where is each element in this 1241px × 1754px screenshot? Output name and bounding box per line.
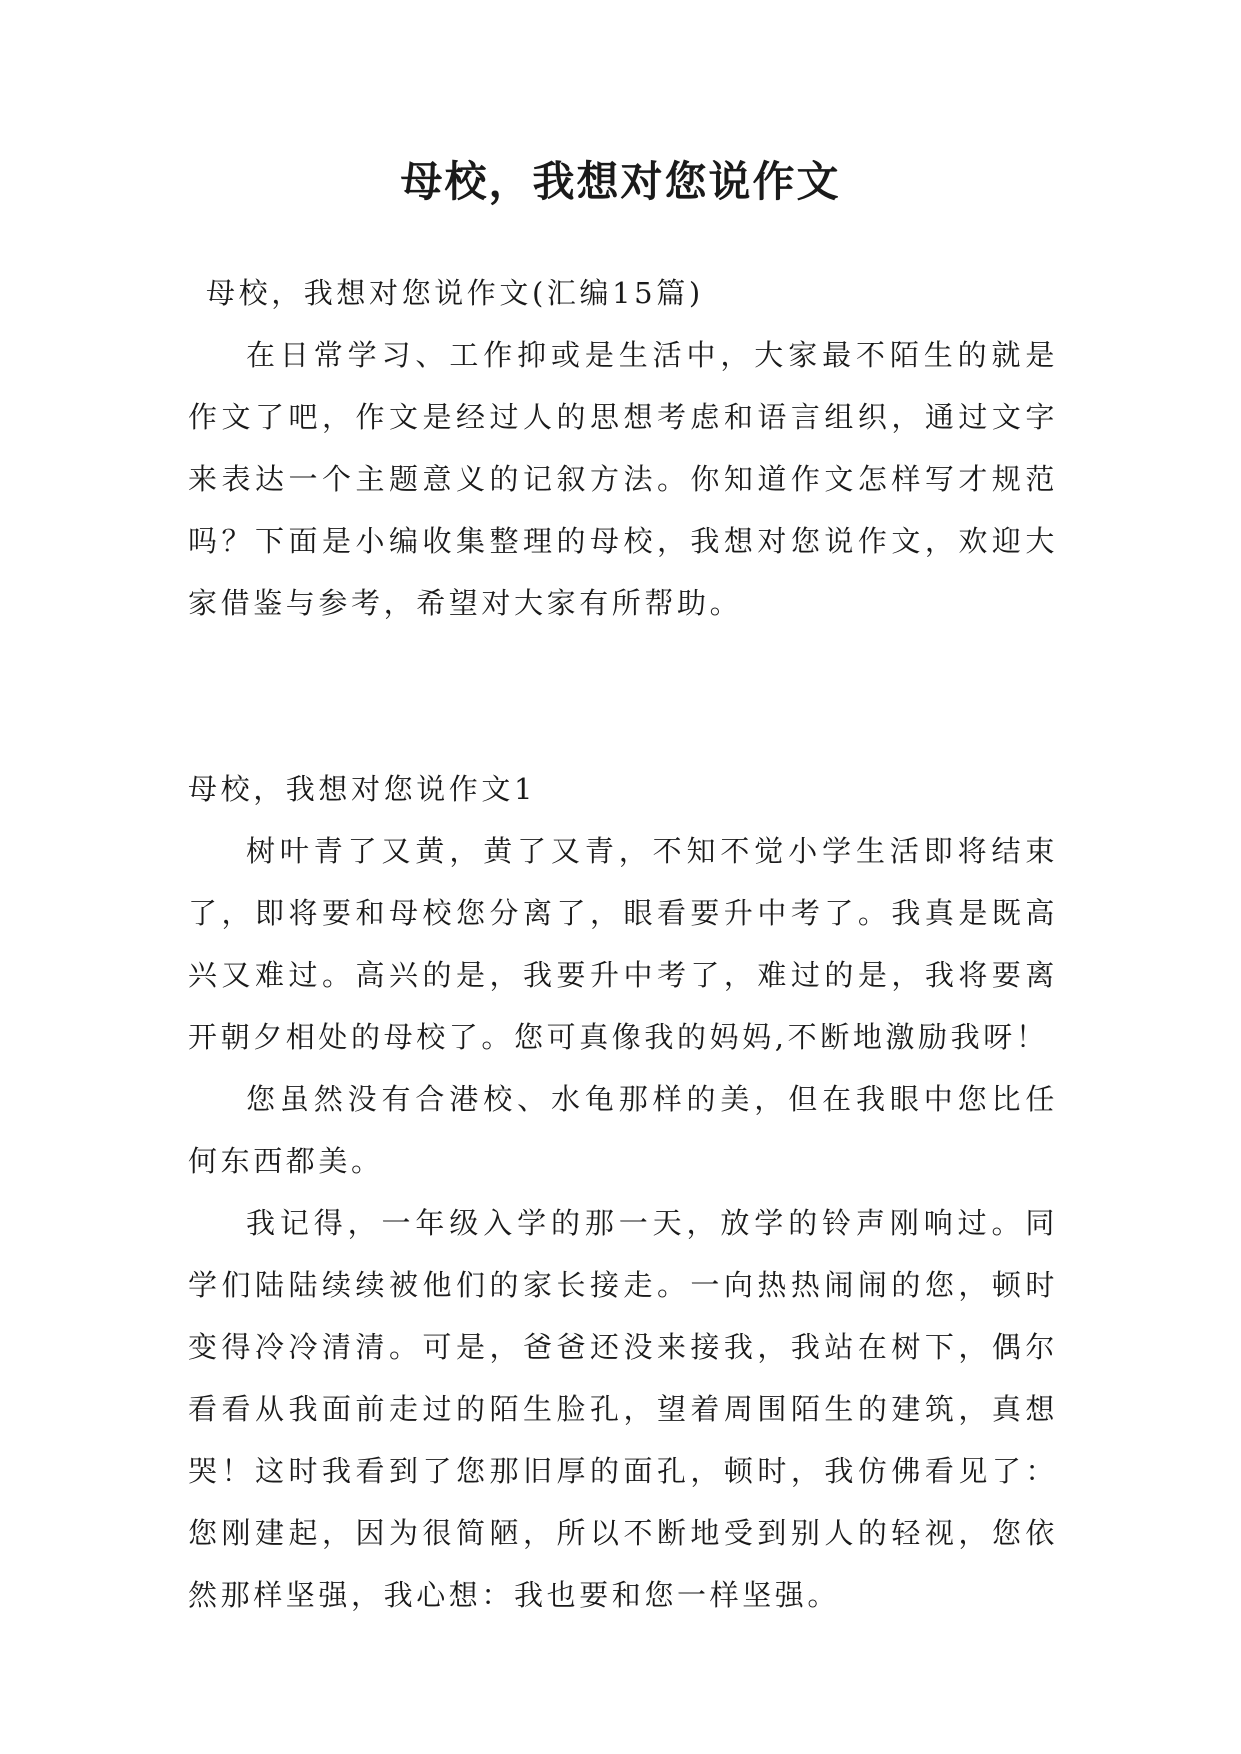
document-subtitle: 母校，我想对您说作文(汇编15篇) <box>206 276 704 310</box>
section-paragraph: 我记得，一年级入学的那一天，放学的铃声刚响过。同学们陆陆续续被他们的家长接走。一向热热闹闹的您，顿时变得冷冷清清。可是，爸爸还没来接我，我站在树下，偶尔看看从我面前走过的陌生脸孔，望着周围陌生的建筑，真想哭！这时我看到了您那旧厚的面孔，顿时，我仿佛看见了：您刚建起，因为很简陋，所以不断地受到别人的轻视，您依然那样坚强，我心想：我也要和您一样坚强。 <box>188 1206 1058 1612</box>
section-paragraph: 您虽然没有合港校、水龟那样的美，但在我眼中您比任何东西都美。 <box>188 1082 1058 1178</box>
section-paragraph: 树叶青了又黄，黄了又青，不知不觉小学生活即将结束了，即将要和母校您分离了，眼看要升中考了。我真是既高兴又难过。高兴的是，我要升中考了，难过的是，我将要离开朝夕相处的母校了。您可真像我的妈妈,不断地激励我呀！ <box>188 834 1058 1054</box>
document-body <box>188 262 1058 1626</box>
section-heading: 母校，我想对您说作文1 <box>188 772 537 806</box>
intro-paragraph: 在日常学习、工作抑或是生活中，大家最不陌生的就是作文了吧，作文是经过人的思想考虑和语言组织，通过文字来表达一个主题意义的记叙方法。你知道作文怎样写才规范吗？下面是小编收集整理的母校，我想对您说作文，欢迎大家借鉴与参考，希望对大家有所帮助。 <box>188 338 1058 620</box>
document-title: 母校，我想对您说作文 <box>400 157 841 206</box>
